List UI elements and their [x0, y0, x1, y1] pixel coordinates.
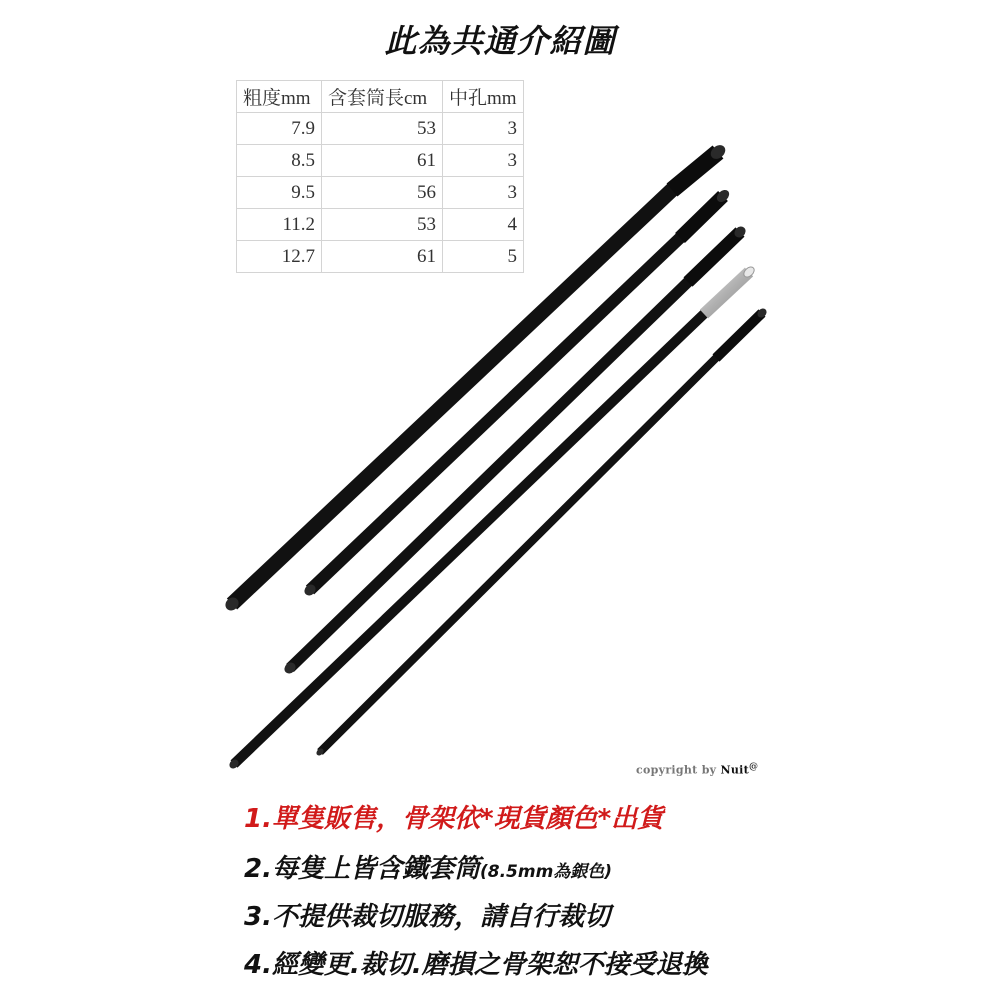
cell-diameter: 9.5	[237, 177, 322, 209]
brand-mark: @	[749, 762, 759, 772]
page-title: 此為共通介紹圖	[384, 22, 616, 60]
cell-hole: 4	[443, 209, 524, 241]
cell-hole: 5	[443, 241, 524, 273]
note-sleeve-detail: (8.5mm為銀色)	[479, 862, 613, 882]
cell-diameter: 12.7	[237, 241, 322, 273]
pole-3	[282, 224, 748, 676]
header-length: 含套筒長cm	[322, 81, 443, 113]
copyright-watermark	[636, 762, 758, 777]
note-single-sale: 1.單隻販售，骨架依*現貨顏色*出貨	[244, 804, 664, 834]
cell-hole: 3	[443, 145, 524, 177]
note-no-cutting: 3.不提供裁切服務，請自行裁切	[244, 902, 610, 932]
cell-diameter: 7.9	[237, 113, 322, 145]
pole-2	[302, 188, 731, 598]
note-sleeve-text: 2.每隻上皆含鐵套筒	[244, 854, 480, 884]
cell-hole: 3	[443, 177, 524, 209]
cell-diameter: 11.2	[237, 209, 322, 241]
cell-length: 53	[322, 113, 443, 145]
header-hole: 中孔mm	[443, 81, 524, 113]
cell-length: 53	[322, 209, 443, 241]
pole-4-silver-sleeve	[228, 265, 759, 772]
pole-1	[223, 142, 728, 613]
cell-length: 61	[322, 241, 443, 273]
cell-diameter: 8.5	[237, 145, 322, 177]
cell-length: 56	[322, 177, 443, 209]
note-sleeve-included	[244, 848, 612, 885]
brand-name: Nuit	[720, 763, 750, 777]
header-diameter: 粗度mm	[237, 81, 322, 113]
copyright-prefix: copyright by	[636, 763, 721, 777]
cell-hole: 3	[443, 113, 524, 145]
note-no-return: 4.經變更.裁切.磨損之骨架恕不接受退換	[244, 950, 708, 980]
cell-length: 61	[322, 145, 443, 177]
